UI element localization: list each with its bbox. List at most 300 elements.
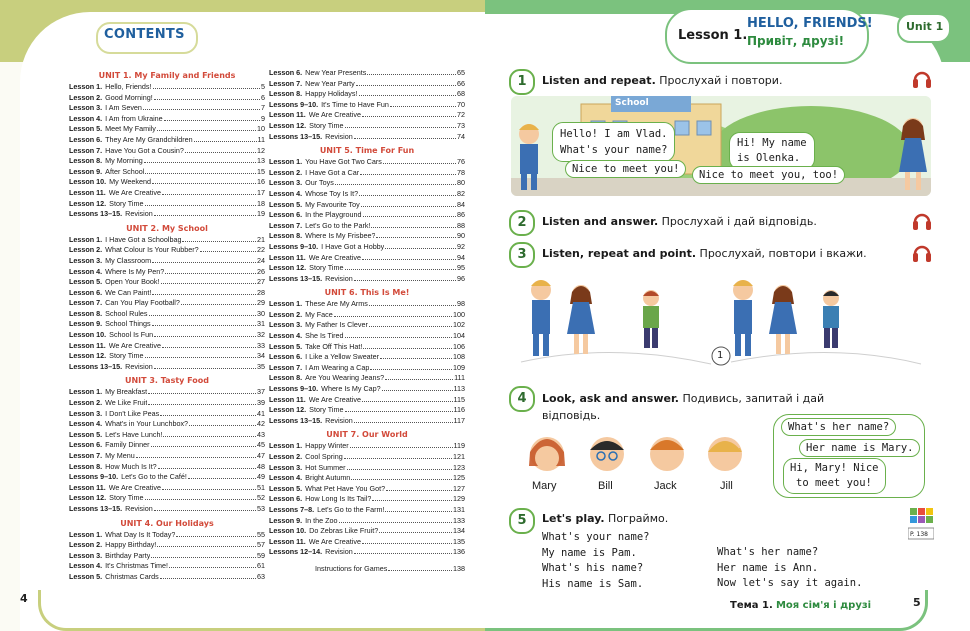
toc-lesson-label: Lesson 9. xyxy=(69,166,103,176)
toc-entry[interactable] xyxy=(69,540,265,551)
toc-entry[interactable] xyxy=(69,288,265,299)
toc-page-number: 94 xyxy=(457,252,465,262)
toc-entry[interactable] xyxy=(269,331,465,342)
toc-page-number: 21 xyxy=(257,234,265,244)
toc-entry[interactable] xyxy=(69,530,265,541)
toc-page-number: 96 xyxy=(457,273,465,283)
toc-lesson-label: Lessons 9–10. xyxy=(269,241,319,251)
toc-lesson-label: Lessons 13–15. xyxy=(69,503,123,513)
toc-entry[interactable] xyxy=(269,189,465,200)
toc-lesson-label: Lesson 11. xyxy=(269,536,306,546)
toc-page-number: 70 xyxy=(457,99,465,109)
toc-page-number: 42 xyxy=(257,419,265,429)
toc-lesson-label: Lesson 1. xyxy=(69,82,103,91)
toc-entry[interactable] xyxy=(69,409,265,420)
toc-lesson-title: What Pet Have You Got? xyxy=(305,483,386,493)
toc-leader-dots xyxy=(356,79,456,86)
toc-leader-dots xyxy=(182,235,256,242)
toc-lesson-title: Revision xyxy=(325,273,353,283)
toc-lesson-title: We Are Creative xyxy=(308,394,361,404)
toc-lesson-title: Whose Toy Is It? xyxy=(305,188,359,198)
toc-lesson-label: Lesson 1. xyxy=(269,157,303,167)
toc-lesson-title: Do Zebras Like Fruit? xyxy=(309,526,379,536)
toc-page-number: 63 xyxy=(257,571,265,581)
toc-lesson-title: I Have Got a Car xyxy=(305,167,360,177)
toc-entry[interactable] xyxy=(269,484,465,495)
toc-entry[interactable] xyxy=(69,472,265,483)
toc-entry[interactable] xyxy=(69,351,265,362)
toc-lesson-title: School Rules xyxy=(105,308,148,318)
toc-page-number: 72 xyxy=(457,110,465,120)
toc-entry[interactable] xyxy=(269,505,465,516)
toc-entry[interactable] xyxy=(269,416,465,427)
toc-lesson-label: Lesson 2. xyxy=(69,398,103,408)
toc-entry[interactable] xyxy=(69,330,265,341)
toc-lesson-label: Lesson 7. xyxy=(269,78,303,88)
toc-lesson-label: Lesson 10. xyxy=(69,177,107,187)
toc-page-number: 35 xyxy=(257,361,265,371)
toc-lesson-label: Lesson 4. xyxy=(69,266,103,276)
toc-leader-dots xyxy=(154,209,256,216)
toc-leader-dots xyxy=(164,114,260,121)
toc-page-number: 24 xyxy=(257,255,265,265)
toc-entry[interactable] xyxy=(69,146,265,157)
toc-lesson-title: Revision xyxy=(325,547,353,557)
toc-leader-dots xyxy=(390,100,456,107)
toc-leader-dots xyxy=(388,564,452,571)
toc-entry[interactable] xyxy=(69,387,265,398)
toc-leader-dots xyxy=(369,299,456,306)
unit-heading: UNIT 5. Time For Fun xyxy=(319,146,415,156)
task-instruction xyxy=(542,74,782,87)
toc-lesson-title: Our Toys xyxy=(305,178,334,188)
toc-entry[interactable] xyxy=(269,168,465,179)
toc-lesson-label: Lesson 4. xyxy=(269,473,303,483)
toc-lesson-title: We Are Creative xyxy=(308,110,361,120)
toc-page-number: 74 xyxy=(457,131,465,141)
toc-entry[interactable] xyxy=(269,132,465,143)
toc-page-number: 65 xyxy=(457,68,465,77)
toc-lesson-title: They Are My Grandchildren xyxy=(105,134,193,144)
toc-entry[interactable] xyxy=(69,235,265,246)
toc-entry[interactable] xyxy=(69,561,265,572)
headphones-icon[interactable] xyxy=(912,242,932,264)
toc-page-number: 22 xyxy=(257,245,265,255)
toc-lesson-title: We Are Creative xyxy=(308,536,361,546)
toc-page-number: 55 xyxy=(257,529,265,539)
toc-entry-instructions[interactable] xyxy=(269,564,465,575)
toc-lesson-label: Lesson 8. xyxy=(69,461,103,471)
toc-page-number: 57 xyxy=(257,540,265,550)
toc-lesson-label: Lesson 1. xyxy=(269,299,303,309)
toc-leader-dots xyxy=(160,572,256,579)
unit-badge xyxy=(897,13,951,43)
toc-lesson-title: Revision xyxy=(125,361,153,371)
toc-entry[interactable] xyxy=(69,319,265,330)
toc-page-number: 133 xyxy=(453,515,465,525)
toc-entry[interactable] xyxy=(269,242,465,253)
dialog-line: What's his name? xyxy=(542,562,644,574)
dialog-line: My name is Pam. xyxy=(542,546,637,559)
toc-lesson-title: Are You Wearing Jeans? xyxy=(305,373,385,383)
toc-leader-dots xyxy=(359,89,457,96)
toc-entry[interactable] xyxy=(69,440,265,451)
toc-lesson-title: My Weekend xyxy=(109,177,151,187)
toc-leader-dots xyxy=(176,530,256,537)
toc-lesson-label: Lessons 13–15. xyxy=(269,131,323,141)
toc-entry[interactable] xyxy=(69,93,265,104)
toc-lesson-title: I Have Got a Schoolbag xyxy=(105,234,182,244)
toc-leader-dots xyxy=(354,547,452,554)
toc-leader-dots xyxy=(181,298,256,305)
dialog-line: What's your name? xyxy=(542,531,650,543)
toc-page-number: 95 xyxy=(457,263,465,273)
toc-lesson-title: How Much Is It? xyxy=(105,461,157,471)
toc-leader-dots xyxy=(154,362,256,369)
toc-entry[interactable] xyxy=(269,547,465,558)
toc-leader-dots xyxy=(345,263,456,270)
toc-entry[interactable] xyxy=(269,373,465,384)
toc-lesson-title: Christmas Cards xyxy=(105,571,159,581)
toc-leader-dots xyxy=(376,231,456,238)
toc-entry[interactable] xyxy=(269,231,465,242)
toc-entry[interactable] xyxy=(69,309,265,320)
task-instruction xyxy=(542,215,817,228)
toc-entry[interactable] xyxy=(69,493,265,504)
toc-entry[interactable] xyxy=(69,135,265,146)
toc-lesson-label: Lesson 6. xyxy=(269,352,303,362)
toc-entry[interactable] xyxy=(69,362,265,373)
toc-lesson-label: Lesson 3. xyxy=(269,178,303,188)
toc-entry[interactable] xyxy=(269,342,465,353)
toc-lesson-label: Lesson 3. xyxy=(269,462,303,472)
toc-leader-dots xyxy=(154,330,256,337)
toc-lesson-label: Lesson 3. xyxy=(69,550,103,560)
toc-page-number: 10 xyxy=(257,124,265,134)
toc-lesson-title: I Am from Ukraine xyxy=(105,113,163,123)
toc-leader-dots xyxy=(145,351,256,358)
toc-leader-dots xyxy=(386,484,452,491)
toc-lesson-label: Lesson 11. xyxy=(269,252,306,262)
toc-lesson-title: I Am Seven xyxy=(105,103,142,113)
toc-lesson-label: Lesson 3. xyxy=(69,408,103,418)
toc-lesson-title: New Year Party xyxy=(305,78,355,88)
toc-entry[interactable] xyxy=(69,188,265,199)
toc-lesson-label: Lesson 8. xyxy=(269,89,303,99)
toc-entry[interactable] xyxy=(69,483,265,494)
toc-page-number: 16 xyxy=(257,177,265,187)
toc-page-number: 27 xyxy=(257,277,265,287)
toc-leader-dots xyxy=(152,177,256,184)
task-instruction xyxy=(542,247,867,260)
toc-entry[interactable] xyxy=(69,398,265,409)
toc-leader-dots xyxy=(345,331,452,338)
toc-lesson-label: Lesson 7. xyxy=(69,298,103,308)
toc-leader-dots xyxy=(362,537,452,544)
toc-lesson-label: Lesson 2. xyxy=(69,540,103,550)
toc-lesson-title: Family Dinner xyxy=(105,440,150,450)
toc-entry[interactable] xyxy=(69,341,265,352)
toc-lesson-label: Lessons 12–14. xyxy=(269,547,323,557)
speech-bubble-olenka-2: Nice to meet you, too! xyxy=(692,166,845,184)
task-instruction-ua: Пограймо. xyxy=(604,512,669,525)
task-instruction-en: Let's play. xyxy=(542,512,605,525)
toc-lesson-label: Lesson 2. xyxy=(69,245,103,255)
dialog-line: Now let's say it again. xyxy=(717,577,863,589)
toc-page-number: 88 xyxy=(457,220,465,230)
toc-entry[interactable] xyxy=(69,245,265,256)
toc-leader-dots xyxy=(372,494,452,501)
toc-lesson-label: Lesson 12. xyxy=(69,198,107,208)
toc-entry[interactable] xyxy=(69,209,265,220)
toc-lesson-label: Lesson 5. xyxy=(269,341,303,351)
toc-lesson-title: It's Time to Have Fun xyxy=(321,99,389,109)
toc-page-number: 135 xyxy=(453,536,465,546)
toc-leader-dots xyxy=(371,221,456,228)
toc-leader-dots xyxy=(154,93,260,100)
toc-page-number: 61 xyxy=(257,561,265,571)
headphones-icon[interactable] xyxy=(912,68,932,90)
toc-lesson-title: These Are My Arms xyxy=(305,299,368,309)
toc-page-number: 86 xyxy=(457,210,465,220)
toc-lesson-label: Lesson 12. xyxy=(269,405,307,415)
speech-bubble-question: What's her name? xyxy=(781,418,896,436)
task-instruction-ua: Прослухай, повтори і вкажи. xyxy=(696,247,867,260)
toc-lesson-title: Happy Holidays! xyxy=(305,89,358,99)
toc-page-number: 19 xyxy=(257,209,265,219)
task-instruction-ua: Прослухай і повтори. xyxy=(655,74,783,87)
toc-entry[interactable] xyxy=(69,124,265,135)
toc-lesson-label: Lesson 12. xyxy=(269,120,307,130)
toc-leader-dots xyxy=(152,319,256,326)
toc-entry[interactable] xyxy=(69,114,265,125)
toc-entry[interactable] xyxy=(269,516,465,527)
toc-lesson-label: Lessons 13–15. xyxy=(269,273,323,283)
toc-lesson-title: In the Playground xyxy=(305,210,362,220)
toc-lesson-title: Take Off This Hat! xyxy=(305,341,363,351)
toc-leader-dots xyxy=(367,68,456,75)
toc-entry[interactable] xyxy=(269,210,465,221)
toc-entry[interactable] xyxy=(69,199,265,210)
toc-lesson-label: Lesson 1. xyxy=(69,387,103,397)
speech-bubble-vlad-2: Nice to meet you! xyxy=(565,160,686,178)
toc-entry[interactable] xyxy=(269,79,465,90)
toc-lesson-title: Revision xyxy=(325,131,353,141)
toc-lesson-title: Let's Go to the Café! xyxy=(121,472,187,482)
toc-lesson-title: Hello, Friends! xyxy=(105,82,152,91)
toc-lesson-label: Lesson 9. xyxy=(69,319,103,329)
toc-page-number: 90 xyxy=(457,231,465,241)
toc-entry[interactable] xyxy=(269,441,465,452)
toc-leader-dots xyxy=(149,309,256,316)
toc-leader-dots xyxy=(334,310,452,317)
toc-entry[interactable] xyxy=(269,200,465,211)
toc-lesson-title: Story Time xyxy=(109,493,144,503)
toc-lesson-label: Lesson 2. xyxy=(69,92,103,102)
toc-page-number: 134 xyxy=(453,526,465,536)
toc-entry[interactable] xyxy=(269,157,465,168)
toc-leader-dots xyxy=(169,561,256,568)
toc-lesson-title: Open Your Book! xyxy=(105,277,160,287)
toc-page-number: 15 xyxy=(257,166,265,176)
toc-entry[interactable] xyxy=(269,110,465,121)
toc-entry[interactable] xyxy=(269,320,465,331)
toc-lesson-title: Story Time xyxy=(309,263,344,273)
toc-leader-dots xyxy=(354,132,456,139)
toc-lesson-label: Lesson 12. xyxy=(69,493,107,503)
toc-leader-dots xyxy=(154,504,256,511)
toc-leader-dots xyxy=(359,189,456,196)
dialog-right xyxy=(717,545,862,592)
toc-lesson-title: Meet My Family xyxy=(105,124,156,134)
toc-lesson-label: Lesson 4. xyxy=(269,188,303,198)
toc-entry[interactable] xyxy=(269,263,465,274)
toc-entry[interactable] xyxy=(69,177,265,188)
dialog-left xyxy=(542,530,649,592)
toc-lesson-label: Lesson 8. xyxy=(69,308,103,318)
toc-lesson-title: I Don't Like Peas xyxy=(105,408,160,418)
toc-lesson-title: Where Is My Frisbee? xyxy=(305,231,376,241)
toc-entry[interactable] xyxy=(69,504,265,515)
toc-leader-dots xyxy=(363,342,452,349)
toc-entry[interactable] xyxy=(269,253,465,264)
toc-entry[interactable] xyxy=(69,430,265,441)
toc-entry[interactable] xyxy=(269,363,465,374)
toc-lesson-title: Revision xyxy=(325,415,353,425)
toc-lesson-label: Lesson 3. xyxy=(69,255,103,265)
toc-page-number: 136 xyxy=(453,547,465,557)
toc-entry[interactable] xyxy=(69,298,265,309)
toc-entry[interactable] xyxy=(69,256,265,267)
toc-lesson-title: I Like a Yellow Sweater xyxy=(305,352,380,362)
toc-entry[interactable] xyxy=(269,384,465,395)
speech-line: Hello! I am Vlad. xyxy=(560,128,668,140)
toc-entry[interactable] xyxy=(269,537,465,548)
toc-entry[interactable] xyxy=(69,267,265,278)
toc-page-number: 127 xyxy=(453,483,465,493)
speech-line: is Olenka. xyxy=(737,152,801,164)
toc-page-number: 51 xyxy=(257,482,265,492)
page-number: 4 xyxy=(20,592,28,605)
toc-entry[interactable] xyxy=(69,103,265,114)
toc-lesson-title: After School xyxy=(105,166,145,176)
toc-lesson-label: Lesson 3. xyxy=(69,103,103,113)
toc-leader-dots xyxy=(382,384,453,391)
toc-page-number: 5 xyxy=(261,82,265,91)
toc-leader-dots xyxy=(160,409,256,416)
toc-entry[interactable] xyxy=(69,462,265,473)
toc-lesson-label: Lessons 13–15. xyxy=(69,209,123,219)
toc-leader-dots xyxy=(157,540,256,547)
toc-entry[interactable] xyxy=(69,551,265,562)
toc-lesson-title: Let's Have Lunch! xyxy=(105,429,163,439)
toc-lesson-title: How Long Is Its Tail? xyxy=(305,494,372,504)
toc-lesson-title: Birthday Party xyxy=(105,550,151,560)
toc-leader-dots xyxy=(385,373,453,380)
toc-leader-dots xyxy=(185,146,256,153)
toc-entry[interactable] xyxy=(269,299,465,310)
toc-lesson-title: Revision xyxy=(125,503,153,513)
toc-lesson-label: Lesson 8. xyxy=(69,156,103,166)
toc-lesson-title: Cool Spring xyxy=(305,452,343,461)
unit-badge-label: Unit 1 xyxy=(906,20,944,33)
toc-lesson-label: Lesson 12. xyxy=(269,263,307,273)
toc-entry[interactable] xyxy=(269,452,465,463)
toc-lesson-label: Lesson 2. xyxy=(269,452,303,461)
toc-entry[interactable] xyxy=(69,419,265,430)
children-faces xyxy=(525,428,755,478)
toc-page-number: 68 xyxy=(457,89,465,99)
task-instruction-en: Look, ask and answer. xyxy=(542,392,679,405)
toc-lesson-title: Hot Summer xyxy=(305,462,346,472)
toc-entry[interactable] xyxy=(69,451,265,462)
toc-page-number: 102 xyxy=(453,320,465,330)
toc-lesson-title: Where Is My Cap? xyxy=(321,384,381,394)
toc-entry[interactable] xyxy=(269,89,465,100)
toc-lesson-label: Lesson 8. xyxy=(269,231,303,241)
toc-lesson-title: Can You Play Football? xyxy=(105,298,180,308)
toc-entry[interactable] xyxy=(269,274,465,285)
unit-heading: UNIT 7. Our World xyxy=(326,430,408,440)
toc-entry[interactable] xyxy=(69,572,265,583)
toc-page-number: 34 xyxy=(257,351,265,361)
toc-page-number: 37 xyxy=(257,387,265,397)
toc-lesson-label: Lesson 12. xyxy=(69,351,107,361)
toc-entry[interactable] xyxy=(269,100,465,111)
toc-leader-dots xyxy=(345,405,453,412)
toc-entry[interactable] xyxy=(269,526,465,537)
task-number: 4 xyxy=(509,386,535,412)
footer-theme-name: Моя сім'я і друзі xyxy=(775,600,872,611)
toc-entry[interactable] xyxy=(269,121,465,132)
toc-entry[interactable] xyxy=(269,178,465,189)
toc-entry[interactable] xyxy=(69,156,265,167)
toc-page-number: 82 xyxy=(457,188,465,198)
toc-lesson-title: We Are Creative xyxy=(108,340,161,350)
toc-leader-dots xyxy=(347,463,453,470)
toc-lesson-title: Revision xyxy=(125,209,153,219)
speech-line: What's your name? xyxy=(560,144,668,156)
toc-entry[interactable] xyxy=(269,352,465,363)
toc-entry[interactable] xyxy=(269,473,465,484)
toc-entry[interactable] xyxy=(269,463,465,474)
toc-entry[interactable] xyxy=(269,405,465,416)
toc-entry[interactable] xyxy=(269,221,465,232)
toc-page-number: 129 xyxy=(453,494,465,504)
toc-leader-dots xyxy=(345,121,456,128)
task-number: 5 xyxy=(509,508,535,534)
toc-leader-dots xyxy=(148,398,256,405)
toc-page-number: 100 xyxy=(453,309,465,319)
toc-lesson-title: We Are Creative xyxy=(308,252,361,262)
toc-entry[interactable] xyxy=(269,494,465,505)
toc-page-number: 123 xyxy=(453,462,465,472)
toc-entry[interactable] xyxy=(69,167,265,178)
toc-lesson-title: We Are Creative xyxy=(108,187,161,197)
toc-lesson-title: Story Time xyxy=(309,120,344,130)
toc-entry[interactable] xyxy=(269,68,465,79)
toc-leader-dots xyxy=(379,526,452,533)
toc-lesson-label: Lesson 6. xyxy=(69,440,103,450)
toc-entry[interactable] xyxy=(269,310,465,321)
headphones-icon[interactable] xyxy=(912,210,932,232)
toc-lesson-label: Lesson 3. xyxy=(269,320,303,330)
toc-lesson-label: Lesson 2. xyxy=(269,167,303,177)
toc-entry[interactable] xyxy=(269,395,465,406)
toc-page-number: 48 xyxy=(257,461,265,471)
toc-entry[interactable] xyxy=(69,277,265,288)
toc-entry[interactable] xyxy=(69,82,265,93)
